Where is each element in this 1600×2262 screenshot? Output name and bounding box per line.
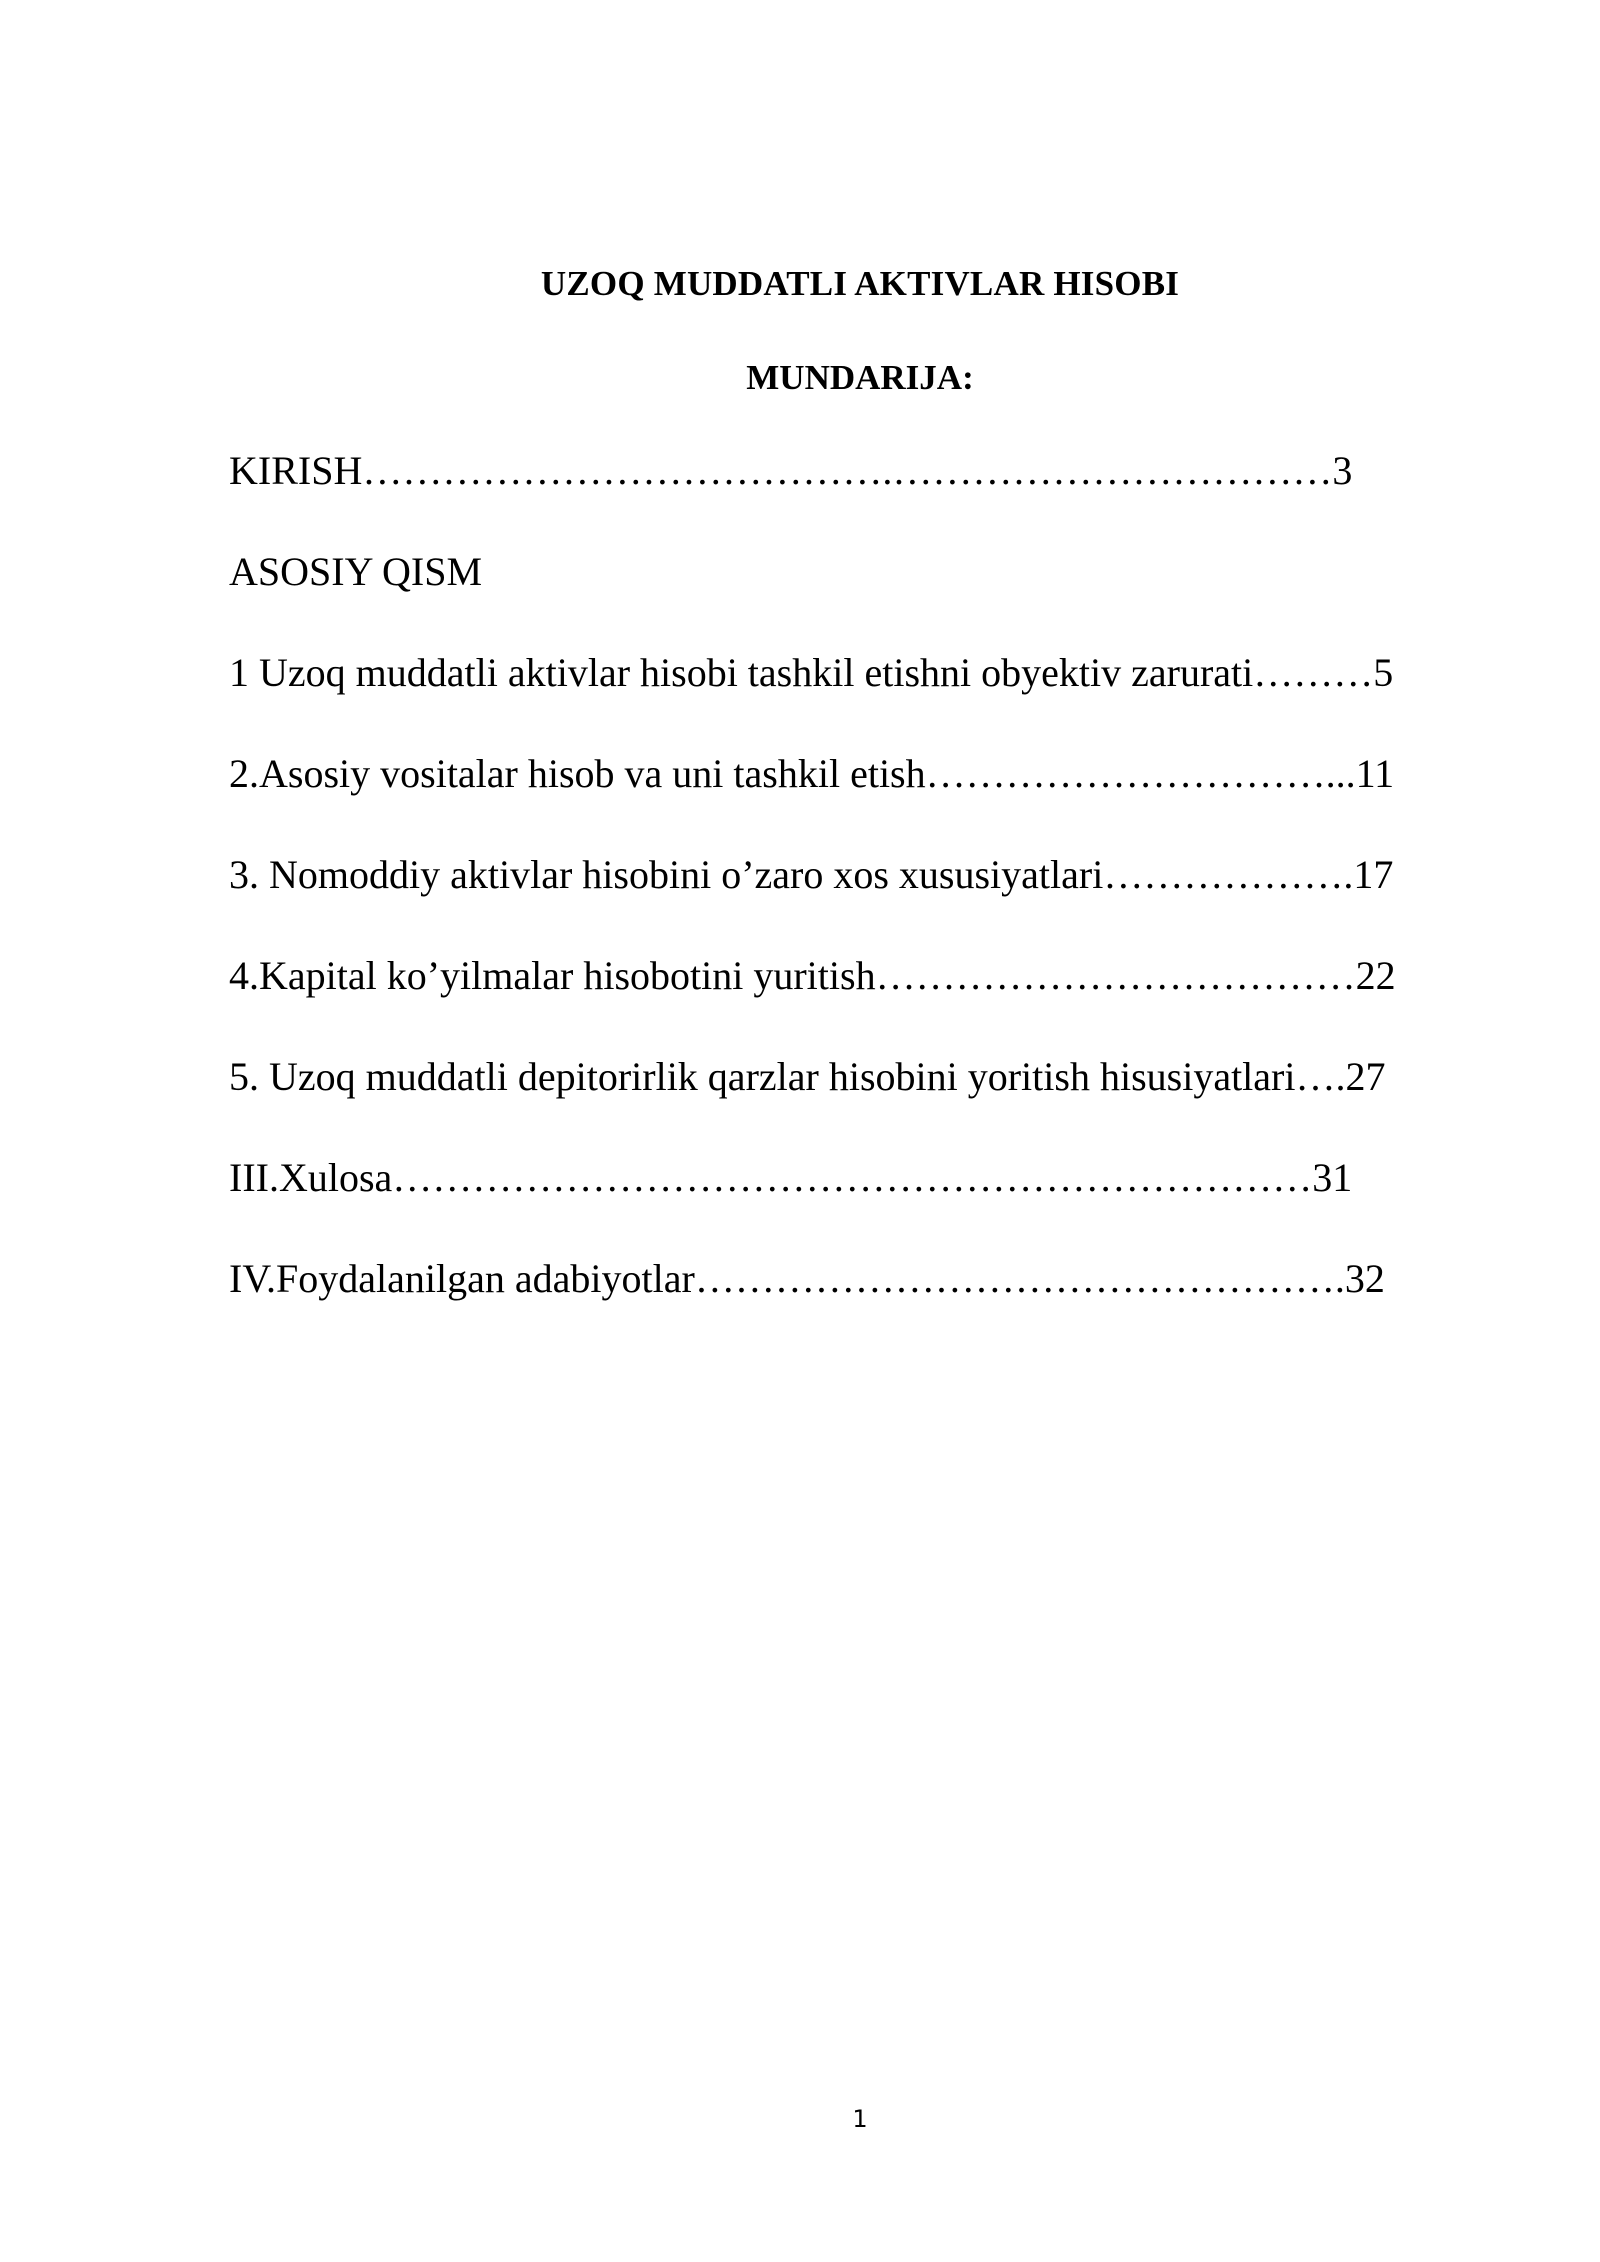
- document-title: UZOQ MUDDATLI AKTIVLAR HISOBI: [540, 264, 1180, 303]
- toc-entry-xulosa: III.Xulosa……………………………………………………………31: [229, 1155, 1353, 1200]
- toc-entry-3: 3. Nomoddiy aktivlar hisobini o’zaro xos xususiyatlari……………….17: [229, 852, 1394, 897]
- toc-entry-asosiy-qism: ASOSIY QISM: [229, 549, 483, 594]
- toc-heading: MUNDARIJA:: [746, 358, 974, 397]
- page-number: 1: [852, 2105, 868, 2133]
- toc-entry-kirish: KIRISH………………………………….……………………………3: [229, 448, 1353, 493]
- toc-entry-5: 5. Uzoq muddatli depitorirlik qarzlar hisobini yoritish hisusiyatlari….27: [229, 1054, 1386, 1099]
- toc-entry-adabiyotlar: IV.Foydalanilgan adabiyotlar………………………………………….32: [229, 1256, 1385, 1301]
- toc-entry-2: 2.Asosiy vositalar hisob va uni tashkil etish…………………………...11: [229, 751, 1395, 796]
- toc-entry-1: 1 Uzoq muddatli aktivlar hisobi tashkil etishni obyektiv zarurati………5: [229, 650, 1394, 695]
- toc-entry-4: 4.Kapital ko’yilmalar hisobotini yuritish………………………………22: [229, 953, 1396, 998]
